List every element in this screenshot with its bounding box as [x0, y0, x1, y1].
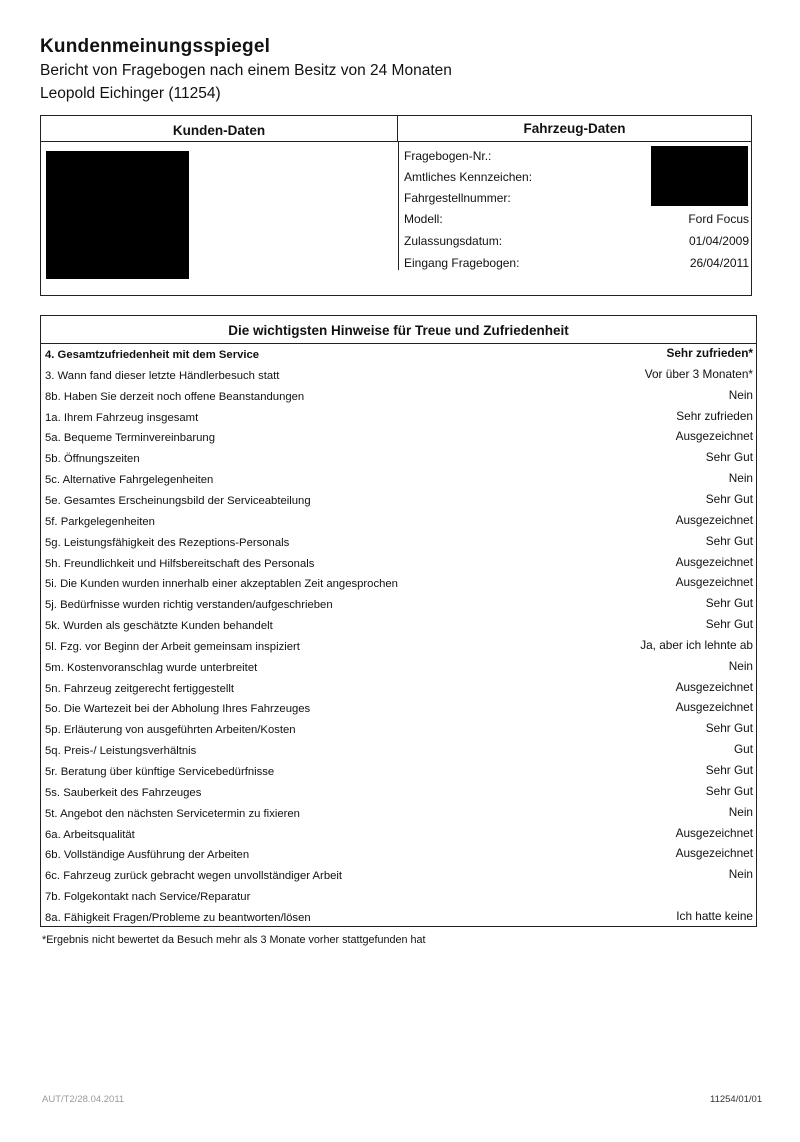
survey-answer: Nein — [728, 658, 753, 673]
survey-row — [45, 721, 753, 742]
survey-question: 5b. Öffnungszeiten — [45, 453, 140, 466]
customer-data-heading: Kunden-Daten — [41, 116, 398, 142]
field-label: Amtliches Kennzeichen: — [404, 170, 533, 184]
survey-question: 5l. Fzg. vor Beginn der Arbeit gemeinsam inspiziert — [45, 640, 300, 653]
survey-row — [45, 346, 753, 367]
survey-row — [45, 742, 753, 763]
survey-answer: Sehr zufrieden* — [666, 346, 753, 360]
survey-question: 3. Wann fand dieser letzte Händlerbesuch statt — [45, 369, 280, 382]
survey-answer: Ausgezeichnet — [675, 554, 753, 569]
survey-row — [45, 533, 753, 555]
survey-row — [45, 867, 753, 888]
survey-table — [40, 315, 757, 927]
survey-answer: Ich hatte keine — [676, 908, 753, 923]
survey-row — [45, 387, 753, 409]
field-label: Eingang Fragebogen: — [404, 256, 520, 270]
survey-answer: Sehr Gut — [705, 533, 753, 548]
survey-answer: Ausgezeichnet — [675, 575, 753, 590]
survey-row — [45, 491, 753, 513]
survey-row — [45, 825, 753, 847]
footer-left-code: AUT/T2/28.04.2011 — [42, 1094, 125, 1105]
survey-question: 5j. Bedürfnisse wurden richtig verstanden/aufgeschrieben — [45, 599, 333, 612]
survey-answer: Gut — [733, 742, 753, 757]
survey-question: 5c. Alternative Fahrgelegenheiten — [45, 474, 214, 487]
survey-question: 8a. Fähigkeit Fragen/Probleme zu beantworten/lösen — [45, 911, 311, 924]
survey-answer: Sehr Gut — [705, 450, 753, 465]
survey-question: 5k. Wurden als geschätzte Kunden behandelt — [45, 620, 273, 633]
survey-row — [45, 408, 753, 430]
survey-question: 4. Gesamtzufriedenheit mit dem Service — [45, 349, 260, 361]
survey-question: 5g. Leistungsfähigkeit des Rezeptions-Personals — [45, 536, 290, 549]
survey-answer: Sehr zufrieden — [676, 408, 753, 423]
survey-answer: Ausgezeichnet — [675, 429, 753, 444]
field-label: Fahrgestellnummer: — [404, 191, 511, 205]
field-value: 01/04/2009 — [688, 234, 749, 248]
field-value: 26/04/2011 — [689, 256, 749, 270]
survey-answer: Ausgezeichnet — [675, 512, 753, 527]
survey-answer: Ausgezeichnet — [675, 679, 753, 694]
survey-question: 5p. Erläuterung von ausgeführten Arbeiten/Kosten — [45, 724, 296, 737]
survey-answer: Ausgezeichnet — [675, 700, 753, 715]
vehicle-field-received-date — [404, 256, 749, 272]
survey-answer: Sehr Gut — [705, 763, 753, 777]
survey-question: 5n. Fahrzeug zeitgerecht fertiggestellt — [45, 682, 235, 695]
dealer-name: Leopold Eichinger (11254) — [40, 85, 221, 102]
survey-row — [45, 617, 753, 638]
survey-question: 5t. Angebot den nächsten Servicetermin zu fixieren — [45, 807, 300, 820]
customer-redaction — [46, 151, 189, 279]
footnote: *Ergebnis nicht bewertet da Besuch mehr als 3 Monate vorher stattgefunden hat — [42, 934, 426, 946]
survey-row — [45, 637, 753, 659]
survey-answer: Sehr Gut — [705, 617, 753, 632]
survey-question: 5a. Bequeme Terminvereinbarung — [45, 432, 215, 445]
survey-question: 5i. Die Kunden wurden innerhalb einer akzeptablen Zeit angesprochen — [45, 578, 398, 591]
survey-row — [45, 679, 753, 701]
survey-question: 7b. Folgekontakt nach Service/Reparatur — [45, 891, 251, 904]
survey-heading: Die wichtigsten Hinweise für Treue und Zufriedenheit — [41, 316, 756, 344]
survey-row — [45, 846, 753, 867]
survey-row — [45, 596, 753, 617]
survey-row — [45, 700, 753, 721]
survey-answer: Vor über 3 Monaten* — [644, 366, 753, 381]
survey-answer: Ja, aber ich lehnte ab — [640, 637, 753, 652]
survey-answer: Sehr Gut — [705, 596, 753, 611]
survey-question: 5q. Preis-/ Leistungsverhältnis — [45, 745, 197, 758]
vehicle-data-heading: Fahrzeug-Daten — [398, 116, 751, 142]
survey-row — [45, 575, 753, 596]
survey-answer: Sehr Gut — [705, 721, 753, 736]
report-subtitle: Bericht von Fragebogen nach einem Besitz von 24 Monaten — [40, 62, 452, 79]
vehicle-field-model — [404, 212, 749, 228]
field-label: Modell: — [404, 212, 443, 226]
survey-answer: Ausgezeichnet — [675, 846, 753, 861]
survey-row — [45, 783, 753, 805]
survey-row — [45, 366, 753, 388]
survey-question: 5r. Beratung über künftige Servicebedürfnisse — [45, 766, 275, 778]
survey-question: 5s. Sauberkeit des Fahrzeuges — [45, 786, 202, 799]
survey-question: 8b. Haben Sie derzeit noch offene Beanstandungen — [45, 390, 305, 403]
survey-question: 6a. Arbeitsqualität — [45, 828, 135, 841]
survey-answer: Nein — [728, 867, 753, 882]
survey-row — [45, 658, 753, 680]
survey-question: 6c. Fahrzeug zurück gebracht wegen unvollständiger Arbeit — [45, 870, 343, 883]
survey-answer: Nein — [728, 387, 753, 402]
survey-row — [45, 429, 753, 450]
survey-question: 5e. Gesamtes Erscheinungsbild der Serviceabteilung — [45, 494, 311, 507]
survey-question: 5m. Kostenvoranschlag wurde unterbreitet — [45, 661, 258, 674]
survey-answer: Ausgezeichnet — [675, 825, 753, 840]
vehicle-redaction — [651, 146, 748, 206]
survey-question: 1a. Ihrem Fahrzeug insgesamt — [45, 411, 199, 424]
field-label: Zulassungsdatum: — [404, 234, 503, 248]
survey-question: 5o. Die Wartezeit bei der Abholung Ihres Fahrzeuges — [45, 703, 311, 716]
survey-answer: Sehr Gut — [705, 491, 753, 506]
survey-row — [45, 891, 753, 909]
survey-question: 6b. Vollständige Ausführung der Arbeiten — [45, 849, 250, 862]
field-value: Ford Focus — [688, 212, 749, 226]
survey-answer: Nein — [728, 471, 753, 486]
survey-row — [45, 450, 753, 471]
column-divider — [398, 142, 399, 270]
survey-row — [45, 471, 753, 492]
vehicle-field-registration-date — [404, 234, 749, 250]
data-box — [40, 115, 752, 296]
survey-answer: Nein — [728, 804, 753, 819]
survey-row — [45, 763, 753, 784]
report-title: Kundenmeinungsspiegel — [40, 36, 271, 57]
survey-row — [45, 908, 753, 930]
survey-question: 5h. Freundlichkeit und Hilfsbereitschaft des Personals — [45, 557, 315, 570]
field-label: Fragebogen-Nr.: — [404, 149, 492, 163]
survey-row — [45, 512, 753, 534]
footer-right-code: 11254/01/01 — [710, 1094, 763, 1105]
survey-question: 5f. Parkgelegenheiten — [45, 515, 155, 528]
survey-answer: Sehr Gut — [705, 783, 753, 798]
survey-row — [45, 554, 753, 576]
survey-row — [45, 804, 753, 826]
